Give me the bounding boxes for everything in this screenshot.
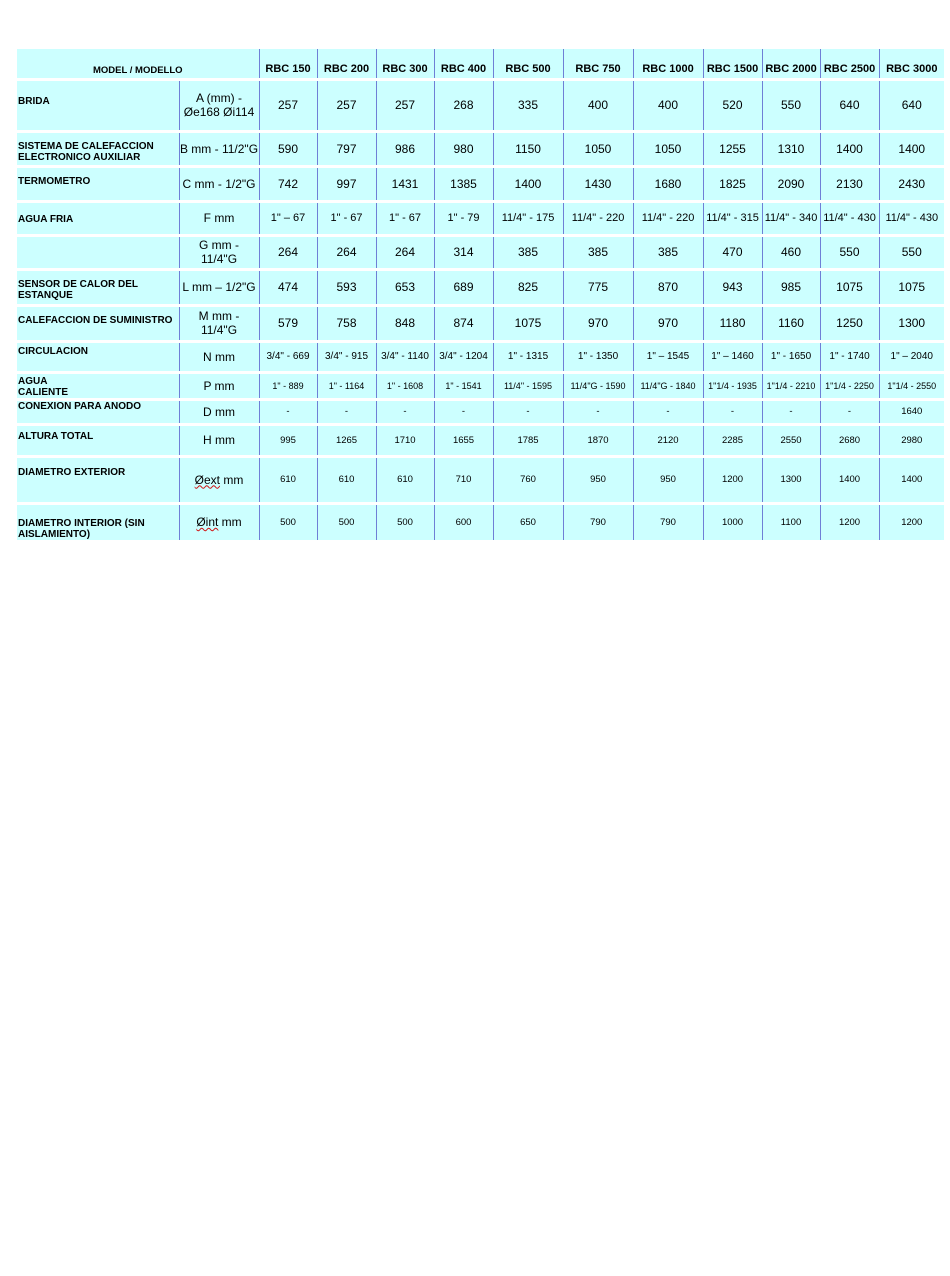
table-cell: 1000: [703, 503, 762, 541]
table-row: [17, 235, 944, 269]
table-cell: 1160: [762, 305, 820, 341]
unit-symbol: Øext: [194, 472, 221, 487]
table-cell: -: [493, 399, 563, 424]
row-label: AGUA CALIENTE: [17, 372, 179, 399]
table-cell: 797: [317, 131, 376, 166]
row-unit: [179, 456, 259, 503]
table-cell: 1430: [563, 166, 633, 201]
model-column-header: RBC 500: [493, 49, 563, 79]
table-cell: 995: [259, 424, 317, 456]
table-cell: 550: [879, 235, 944, 269]
table-row: [17, 79, 944, 131]
row-unit: H mm: [179, 424, 259, 456]
table-cell: 11/4"G - 1840: [633, 372, 703, 399]
model-column-header: RBC 150: [259, 49, 317, 79]
table-cell: 986: [376, 131, 434, 166]
table-cell: 460: [762, 235, 820, 269]
table-cell: 593: [317, 269, 376, 305]
table-cell: 2130: [820, 166, 879, 201]
table-cell: 1075: [820, 269, 879, 305]
table-cell: 2090: [762, 166, 820, 201]
model-column-header: RBC 1500: [703, 49, 762, 79]
table-cell: 1" - 1740: [820, 341, 879, 372]
table-cell: 2980: [879, 424, 944, 456]
table-cell: 610: [317, 456, 376, 503]
table-cell: 1"1/4 - 2250: [820, 372, 879, 399]
table-cell: 1825: [703, 166, 762, 201]
table-cell: 825: [493, 269, 563, 305]
table-cell: 650: [493, 503, 563, 541]
table-cell: 257: [376, 79, 434, 131]
table-cell: 385: [563, 235, 633, 269]
table-cell: 2550: [762, 424, 820, 456]
table-row: [17, 399, 944, 424]
table-cell: 11/4"G - 1590: [563, 372, 633, 399]
table-row: [17, 503, 944, 541]
table-cell: 11/4" - 315: [703, 201, 762, 235]
table-cell: 790: [633, 503, 703, 541]
table-cell: 550: [820, 235, 879, 269]
table-cell: 1100: [762, 503, 820, 541]
table-cell: 1" - 1315: [493, 341, 563, 372]
table-cell: 870: [633, 269, 703, 305]
table-row: [17, 456, 944, 503]
table-cell: -: [703, 399, 762, 424]
table-cell: 1075: [879, 269, 944, 305]
table-cell: 1050: [563, 131, 633, 166]
table-cell: 1300: [762, 456, 820, 503]
table-cell: 11/4" - 220: [633, 201, 703, 235]
table-cell: 1150: [493, 131, 563, 166]
table-cell: 11/4" - 220: [563, 201, 633, 235]
table-cell: 11/4" - 1595: [493, 372, 563, 399]
table-cell: 1400: [820, 131, 879, 166]
table-cell: 1" - 1650: [762, 341, 820, 372]
table-cell: 1200: [703, 456, 762, 503]
unit-suffix: mm: [218, 515, 242, 529]
table-cell: 970: [563, 305, 633, 341]
table-cell: 1" – 1545: [633, 341, 703, 372]
table-cell: 1265: [317, 424, 376, 456]
table-cell: 11/4" - 175: [493, 201, 563, 235]
table-cell: 520: [703, 79, 762, 131]
row-unit: N mm: [179, 341, 259, 372]
row-label: SISTEMA DE CALEFACCION ELECTRONICO AUXILIAR: [17, 131, 179, 166]
table-cell: 11/4" - 430: [820, 201, 879, 235]
table-cell: 790: [563, 503, 633, 541]
table-cell: 264: [317, 235, 376, 269]
table-cell: 610: [376, 456, 434, 503]
table-cell: 550: [762, 79, 820, 131]
table-cell: 710: [434, 456, 493, 503]
table-row: [17, 372, 944, 399]
row-label: DIAMETRO EXTERIOR: [17, 456, 179, 503]
table-cell: 980: [434, 131, 493, 166]
table-cell: -: [434, 399, 493, 424]
table-cell: 874: [434, 305, 493, 341]
table-cell: 1870: [563, 424, 633, 456]
table-cell: 943: [703, 269, 762, 305]
row-unit: C mm - 1/2"G: [179, 166, 259, 201]
table-cell: 1250: [820, 305, 879, 341]
model-column-header: RBC 2000: [762, 49, 820, 79]
table-cell: 3/4" - 915: [317, 341, 376, 372]
table-cell: 1" - 67: [317, 201, 376, 235]
table-cell: -: [317, 399, 376, 424]
table-cell: 1" – 1460: [703, 341, 762, 372]
table-cell: 970: [633, 305, 703, 341]
table-cell: 11/4" - 430: [879, 201, 944, 235]
row-label: SENSOR DE CALOR DEL ESTANQUE: [17, 269, 179, 305]
table-cell: 1640: [879, 399, 944, 424]
table-cell: 689: [434, 269, 493, 305]
table-cell: 264: [259, 235, 317, 269]
table-cell: 400: [563, 79, 633, 131]
table-cell: -: [633, 399, 703, 424]
table-cell: 470: [703, 235, 762, 269]
table-cell: 257: [259, 79, 317, 131]
row-unit: L mm – 1/2"G: [179, 269, 259, 305]
table-cell: 385: [633, 235, 703, 269]
table-cell: 2430: [879, 166, 944, 201]
table-cell: 1180: [703, 305, 762, 341]
row-unit: P mm: [179, 372, 259, 399]
table-row: [17, 166, 944, 201]
spec-table-body: [17, 49, 944, 541]
table-cell: 2285: [703, 424, 762, 456]
table-row: [17, 269, 944, 305]
table-cell: 1" - 67: [376, 201, 434, 235]
table-cell: 385: [493, 235, 563, 269]
table-cell: 1" – 2040: [879, 341, 944, 372]
table-cell: 400: [633, 79, 703, 131]
table-cell: 579: [259, 305, 317, 341]
row-label: DIAMETRO INTERIOR (SIN AISLAMIENTO): [17, 503, 179, 541]
table-cell: 257: [317, 79, 376, 131]
table-cell: 1400: [493, 166, 563, 201]
table-cell: 1200: [820, 503, 879, 541]
table-cell: 997: [317, 166, 376, 201]
model-column-header: RBC 2500: [820, 49, 879, 79]
table-cell: -: [563, 399, 633, 424]
table-cell: -: [762, 399, 820, 424]
row-label: CONEXION PARA ANODO: [17, 399, 179, 424]
table-cell: 985: [762, 269, 820, 305]
row-label: CALEFACCION DE SUMINISTRO: [17, 305, 179, 341]
table-cell: 1385: [434, 166, 493, 201]
table-cell: 1400: [879, 131, 944, 166]
table-cell: 758: [317, 305, 376, 341]
table-cell: 314: [434, 235, 493, 269]
table-cell: 474: [259, 269, 317, 305]
table-cell: 653: [376, 269, 434, 305]
table-cell: 1785: [493, 424, 563, 456]
table-cell: -: [820, 399, 879, 424]
model-column-header: RBC 1000: [633, 49, 703, 79]
table-cell: 3/4" - 1204: [434, 341, 493, 372]
table-cell: 1" – 67: [259, 201, 317, 235]
table-row: [17, 341, 944, 372]
table-cell: 268: [434, 79, 493, 131]
table-cell: 775: [563, 269, 633, 305]
table-cell: 500: [376, 503, 434, 541]
table-cell: 590: [259, 131, 317, 166]
table-cell: 950: [563, 456, 633, 503]
row-unit: G mm - 11/4"G: [179, 235, 259, 269]
table-cell: 1400: [820, 456, 879, 503]
table-cell: 640: [879, 79, 944, 131]
model-column-header: RBC 200: [317, 49, 376, 79]
table-cell: 1"1/4 - 2210: [762, 372, 820, 399]
spec-table: [17, 49, 944, 543]
table-cell: 610: [259, 456, 317, 503]
table-cell: 600: [434, 503, 493, 541]
row-label: AGUA FRIA: [17, 201, 179, 235]
table-cell: 2120: [633, 424, 703, 456]
table-cell: 1400: [879, 456, 944, 503]
table-cell: 11/4" - 340: [762, 201, 820, 235]
table-cell: 1" - 889: [259, 372, 317, 399]
table-cell: 1050: [633, 131, 703, 166]
row-label: ALTURA TOTAL: [17, 424, 179, 456]
table-row: [17, 201, 944, 235]
table-cell: 1075: [493, 305, 563, 341]
table-cell: 1" - 1608: [376, 372, 434, 399]
table-cell: -: [376, 399, 434, 424]
table-cell: 1680: [633, 166, 703, 201]
table-cell: 1"1/4 - 1935: [703, 372, 762, 399]
table-cell: 742: [259, 166, 317, 201]
table-cell: 1" - 79: [434, 201, 493, 235]
table-row: [17, 424, 944, 456]
table-cell: 640: [820, 79, 879, 131]
table-cell: 1710: [376, 424, 434, 456]
table-cell: 1431: [376, 166, 434, 201]
row-label: [17, 235, 179, 269]
table-cell: 3/4" - 669: [259, 341, 317, 372]
header-row: [17, 49, 944, 79]
table-cell: 1655: [434, 424, 493, 456]
table-cell: 335: [493, 79, 563, 131]
table-cell: 1255: [703, 131, 762, 166]
table-cell: 2680: [820, 424, 879, 456]
table-cell: 500: [259, 503, 317, 541]
row-label: TERMOMETRO: [17, 166, 179, 201]
row-unit: B mm - 11/2"G: [179, 131, 259, 166]
table-cell: 1" - 1541: [434, 372, 493, 399]
table-cell: 264: [376, 235, 434, 269]
model-column-header: RBC 400: [434, 49, 493, 79]
table-cell: 1" - 1164: [317, 372, 376, 399]
model-column-header: RBC 3000: [879, 49, 944, 79]
row-unit: [179, 503, 259, 541]
table-cell: 500: [317, 503, 376, 541]
row-label: BRIDA: [17, 79, 179, 131]
row-unit: M mm - 11/4"G: [179, 305, 259, 341]
model-column-header: RBC 750: [563, 49, 633, 79]
table-cell: 1" - 1350: [563, 341, 633, 372]
row-unit: A (mm) - Øe168 Øi114: [179, 79, 259, 131]
row-unit: F mm: [179, 201, 259, 235]
table-cell: 760: [493, 456, 563, 503]
model-header: MODEL / MODELLO: [17, 49, 259, 79]
table-cell: 3/4" - 1140: [376, 341, 434, 372]
model-column-header: RBC 300: [376, 49, 434, 79]
table-cell: 1200: [879, 503, 944, 541]
table-row: [17, 131, 944, 166]
table-cell: 1310: [762, 131, 820, 166]
table-cell: 950: [633, 456, 703, 503]
row-label: CIRCULACION: [17, 341, 179, 372]
table-cell: 1300: [879, 305, 944, 341]
table-row: [17, 305, 944, 341]
unit-symbol: Øint: [196, 515, 219, 529]
row-unit: D mm: [179, 399, 259, 424]
table-cell: 848: [376, 305, 434, 341]
table-cell: 1"1/4 - 2550: [879, 372, 944, 399]
table-cell: -: [259, 399, 317, 424]
unit-suffix: mm: [220, 472, 244, 487]
